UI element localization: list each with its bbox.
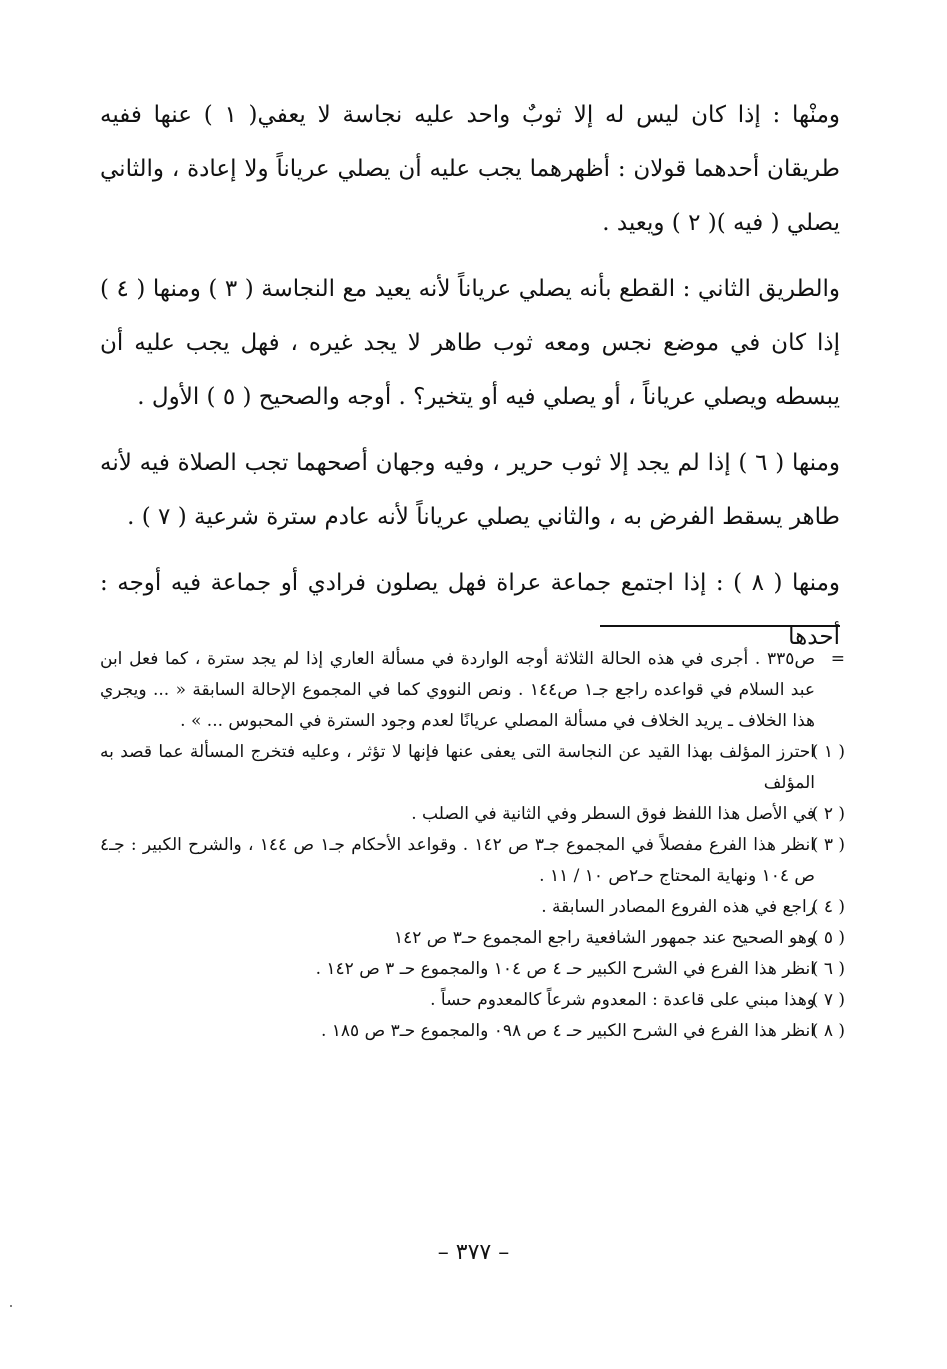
main-text-block xyxy=(100,88,840,664)
footnote-marker: ( ٤ ) xyxy=(811,897,845,917)
footnote-3 xyxy=(100,830,845,892)
footnote-marker: ( ٥ ) xyxy=(811,928,845,948)
footnote-continuation xyxy=(100,644,845,737)
footnote-marker: ( ١ ) xyxy=(811,742,845,762)
footnote-1 xyxy=(100,737,845,799)
footnote-4 xyxy=(100,892,845,923)
footnote-marker: ( ٦ ) xyxy=(811,959,845,979)
footnote-text: ص٣٣٥ . أجرى في هذه الحالة الثلاثة أوجه الواردة في مسألة العاري إذا لم يجد سترة ، كما فعل ابن عبد السلام في قواعده راجع جـ١ ص١٤٤ . ونص النووي كما في المجموع الإحالة السابقة « ... ويجري هذا الخلاف ـ يريد الخلاف في مسألة المصلي عريانًا لعدم وجود السترة في المحبوس ... » . xyxy=(100,649,815,731)
footnote-text: انظر هذا الفرع في الشرح الكبير حـ ٤ ص ٠٩٨ والمجموع حـ٣ ص ١٨٥ . xyxy=(320,1021,815,1041)
footnote-separator xyxy=(600,625,840,627)
footnote-8 xyxy=(100,1016,845,1047)
footnote-2 xyxy=(100,799,845,830)
paragraph-1: ومنْها : إذا كان ليس له إلا ثوبٌ واحد عليه نجاسة لا يعفي( ١ ) عنها ففيه طريقان أحدهما قولان : أظهرهما يجب عليه أن يصلي عرياناً ولا إعادة ، والثاني يصلي ( فيه )( ٢ ) ويعيد . xyxy=(100,102,840,236)
footnote-text: انظر هذا الفرع مفصلاً في المجموع جـ٣ ص ١٤٢ . وقواعد الأحكام جـ١ ص ١٤٤ ، والشرح الكبير : جـ٤ ص ١٠٤ ونهاية المحتاج حـ٢ص ١٠ / ١١ . xyxy=(100,835,815,886)
footnote-marker: ( ٣ ) xyxy=(811,835,845,855)
footnote-marker: ( ٢ ) xyxy=(811,804,845,824)
footnote-text: وهو الصحيح عند جمهور الشافعية راجع المجموع حـ٣ ص ١٤٢ xyxy=(393,928,815,948)
footnote-text: انظر هذا الفرع في الشرح الكبير حـ ٤ ص ١٠٤ والمجموع حـ ٣ ص ١٤٢ . xyxy=(315,959,815,979)
paragraph-4: ومنها ( ٨ ) : إذا اجتمع جماعة عراة فهل يصلون فرادي أو جماعة فيه أوجه : أحدها xyxy=(100,570,840,650)
footnote-text: راجع في هذه الفروع المصادر السابقة . xyxy=(541,897,815,917)
paragraph-2: والطريق الثاني : القطع بأنه يصلي عرياناً لأنه يعيد مع النجاسة ( ٣ ) ومنها ( ٤ ) إذا كان في موضع نجس ومعه ثوب طاهر لا يجد غيره ، فهل يجب عليه أن يبسطه ويصلي عرياناً ، أو يصلي فيه أو يتخير؟ . أوجه والصحيح ( ٥ ) الأول . xyxy=(100,276,840,410)
footnote-marker: ( ٧ ) xyxy=(811,990,845,1010)
footnotes-section xyxy=(100,644,845,1047)
footnote-text: احترز المؤلف بهذا القيد عن النجاسة التى يعفى عنها فإنها لا تؤثر ، وعليه فتخرج المسألة عما قصد به المؤلف xyxy=(100,742,815,793)
footnote-7 xyxy=(100,985,845,1016)
footnote-6 xyxy=(100,954,845,985)
page-number: – ٣٧٧ – xyxy=(437,1240,510,1265)
footnote-text: في الأصل هذا اللفظ فوق السطر وفي الثانية في الصلب . xyxy=(411,804,815,824)
footnote-5 xyxy=(100,923,845,954)
footnote-text: وهذا مبني على قاعدة : المعدوم شرعاً كالمعدوم حساً . xyxy=(430,990,815,1010)
footnote-marker: ( ٨ ) xyxy=(811,1021,845,1041)
footnote-marker: = xyxy=(830,649,845,669)
scan-speck xyxy=(10,1305,12,1307)
paragraph-3: ومنها ( ٦ ) إذا لم يجد إلا ثوب حرير ، وفيه وجهان أصحهما تجب الصلاة فيه لأنه طاهر يسقط الفرض به ، والثاني يصلي عرياناً لأنه عادم سترة شرعية ( ٧ ) . xyxy=(100,450,840,530)
